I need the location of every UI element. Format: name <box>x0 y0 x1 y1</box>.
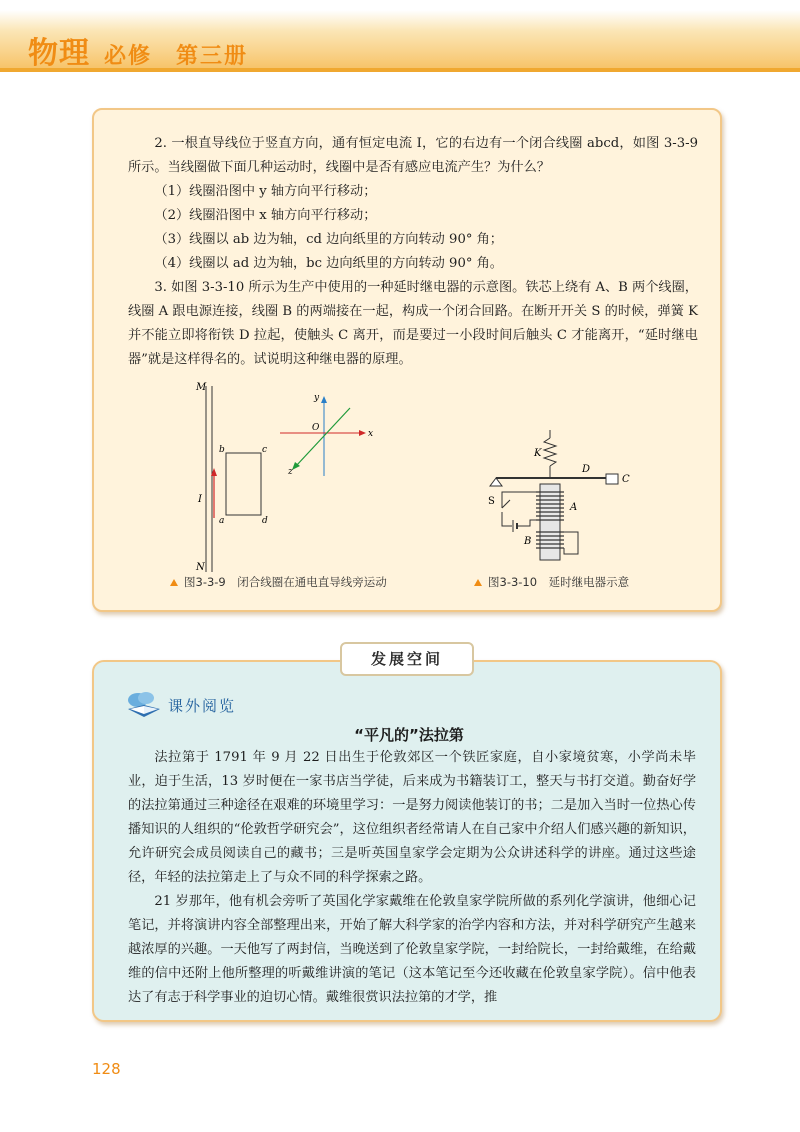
page-header <box>0 0 800 72</box>
label-A: A <box>570 502 578 513</box>
circuit-a-end <box>518 520 536 526</box>
question-2-item: （2）线圈沿图中 x 轴方向平行移动； <box>154 208 377 223</box>
y-axis-arrowhead <box>321 396 327 403</box>
caption-triangle-icon <box>170 579 178 586</box>
switch-s <box>502 500 510 508</box>
book-title-main: 物理 <box>28 36 90 71</box>
label-x: x <box>368 429 374 439</box>
question-3: 3. 如图 3-3-10 所示为生产中使用的一种延时继电器的示意图。铁芯上绕有 A、B 两个线圈，线圈 A 跟电源连接，线圈 B 的两端接在一起，构成一个闭合回路。在断开开关 S 的时候，弹簧 K 并不能立即将衔铁 D 拉起，使触头 C 离开，而是要过一小段时间后触头 C 才能离开，“延时继电器”就是这样得名的。试说明这种继电器的原理。 <box>128 280 698 367</box>
page-number: 128 <box>92 1060 121 1078</box>
label-O: O <box>312 423 320 433</box>
reading-header <box>124 690 236 720</box>
exercise-text <box>128 132 698 372</box>
pivot <box>490 478 502 486</box>
figure-3-3-10-caption <box>474 574 629 590</box>
circuit-a-return <box>502 512 512 526</box>
label-z: z <box>288 467 293 477</box>
book-title <box>28 28 249 71</box>
development-tab: 发展空间 <box>340 642 474 676</box>
label-b: b <box>219 445 225 455</box>
label-S: S <box>488 496 495 507</box>
book-title-sub: 必修 第三册 <box>104 44 249 69</box>
x-axis-arrowhead <box>359 430 366 436</box>
exercise-box <box>92 108 722 612</box>
coil-b-loop <box>564 532 578 554</box>
label-y: y <box>314 393 320 403</box>
reading-label: 课外阅览 <box>168 696 237 715</box>
label-M: M <box>196 382 207 393</box>
label-C: C <box>622 474 630 485</box>
label-D: D <box>582 464 591 475</box>
question-2-item: （4）线圈以 ad 边为轴，bc 边向纸里的方向转动 90° 角。 <box>154 256 503 271</box>
coil-abcd <box>226 453 261 515</box>
figure-3-3-10-caption-text: 图3-3-10 延时继电器示意 <box>488 575 630 589</box>
figure-3-3-9-caption-text: 图3-3-9 闭合线圈在通电直导线旁运动 <box>184 575 387 589</box>
question-2-item: （3）线圈以 ab 边为轴，cd 边向纸里的方向转动 90° 角； <box>154 232 503 247</box>
spring-k <box>544 438 556 466</box>
caption-triangle-icon <box>474 579 482 586</box>
label-I: I <box>198 494 202 505</box>
development-box <box>92 660 722 1022</box>
z-axis <box>296 408 350 466</box>
figure-3-3-10 <box>482 428 642 568</box>
label-N: N <box>196 562 205 573</box>
figure-3-3-9-caption <box>170 574 387 590</box>
contact-c <box>606 474 618 484</box>
article-body <box>128 746 696 1010</box>
label-a: a <box>219 516 225 526</box>
question-2-item: （1）线圈沿图中 y 轴方向平行移动； <box>154 184 377 199</box>
label-c: c <box>262 445 268 455</box>
label-B: B <box>524 536 532 547</box>
article-paragraph: 21 岁那年，他有机会旁听了英国化学家戴维在伦敦皇家学院所做的系列化学演讲，他细心记笔记，并将演讲内容全部整理出来，开始了解大科学家的治学内容和方法，并对科学研究产生越来越浓厚的兴趣。一天他写了两封信，当晚送到了伦敦皇家学院，一封给院长，一封给戴维，在给戴维的信中还附上他所整理的听戴维讲演的笔记（这本笔记至今还收藏在伦敦皇家学院）。信中他表达了有志于科学事业的迫切心情。戴维很赏识法拉第的才学，推 <box>128 894 696 1005</box>
book-icon <box>124 691 164 719</box>
circuit-a <box>502 492 536 508</box>
question-2-intro: 2. 一根直导线位于竖直方向，通有恒定电流 I，它的右边有一个闭合线圈 abcd，如图 3-3-9 所示。当线圈做下面几种运动时，线圈中是否有感应电流产生？为什么？ <box>128 136 698 175</box>
label-d: d <box>262 516 268 526</box>
figure-3-3-9 <box>164 378 384 578</box>
label-K: K <box>534 448 542 459</box>
article-paragraph: 法拉第于 1791 年 9 月 22 日出生于伦敦郊区一个铁匠家庭，自小家境贫寒，小学尚未毕业，迫于生活，13 岁时便在一家书店当学徒，后来成为书籍装订工，整天与书打交道。勤奋好学的法拉第通过三种途径在艰难的环境里学习：一是努力阅读他装订的书；二是加入当时一位热心传播知识的人组织的“伦敦哲学研究会”，这位组织者经常请人在自己家中介绍人们感兴趣的新知识，允许研究会成员阅读自己的藏书；三是听英国皇家学会定期为公众讲述科学的讲座。通过这些途径，年轻的法拉第走上了与众不同的科学探索之路。 <box>128 750 696 885</box>
article-title: “平凡的”法拉第 <box>354 726 464 744</box>
